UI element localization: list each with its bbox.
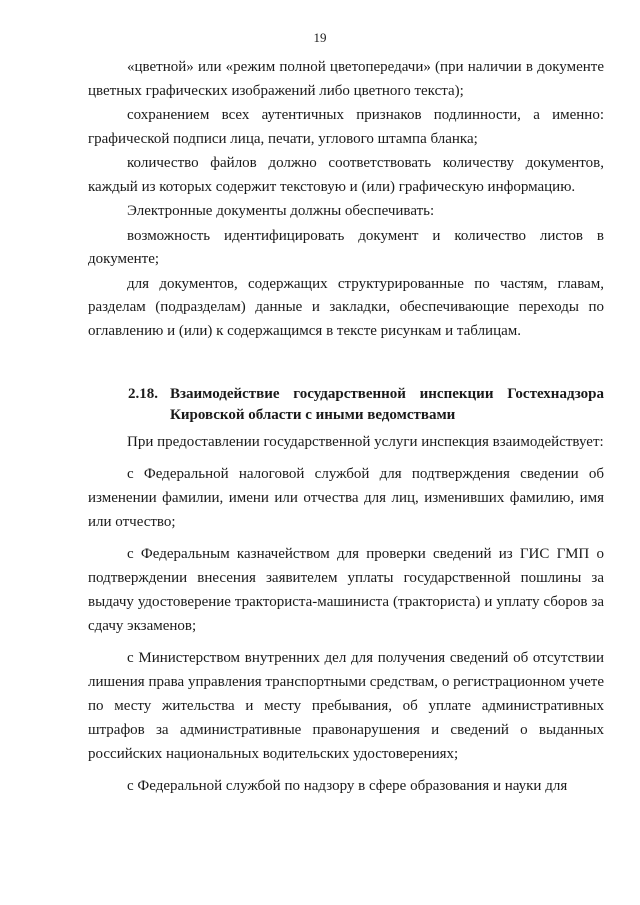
section-heading [128, 384, 604, 426]
paragraph-interior-ministry: с Министерством внутренних дел для получения сведений об отсутствии лишения права управления транспортными средствам, о регистрационном учете по месту жительства и месту пребывания, об уплате административных штрафов за административные правонарушения и сведений о выданных российских национальных водительских удостоверениях; [88, 650, 604, 762]
paragraph-color-mode: «цветной» или «режим полной цветопередачи» (при наличии в документе цветных графических изображений либо цветного текста); [88, 59, 604, 99]
paragraph-tax-service: с Федеральной налоговой службой для подтверждения сведении об изменении фамилии, имени или отчества для лиц, изменивших фамилию, имя или отчество; [88, 466, 604, 530]
paragraph-interaction-intro: При предоставлении государственной услуги инспекция взаимодействует: [127, 434, 604, 450]
paragraph-authenticity: сохранением всех аутентичных признаков подлинности, а именно: графической подписи лица, печати, углового штампа бланка; [88, 107, 604, 147]
paragraph-file-count: количество файлов должно соответствовать количеству документов, каждый из которых содержит текстовую и (или) графическую информацию. [88, 155, 604, 195]
section-number: 2.18. [128, 386, 158, 402]
page-number: 19 [313, 30, 327, 45]
paragraph-education-service: с Федеральной службой по надзору в сфере образования и науки для [127, 778, 568, 794]
paragraph-treasury: с Федеральным казначейством для проверки сведений из ГИС ГМП о подтверждении внесения заявителем уплаты государственной пошлины за выдачу удостоверение тракториста-машиниста (тракториста) и уплату сборов за сдачу экзаменов; [88, 546, 604, 634]
paragraph-identify-document: возможность идентифицировать документ и количество листов в документе; [88, 227, 604, 267]
paragraph-electronic-docs: Электронные документы должны обеспечивать: [127, 203, 435, 219]
paragraph-list-bottom [88, 430, 604, 798]
paragraph-structured-docs: для документов, содержащих структурированные по частям, главам, разделам (подразделам) данные и закладки, обеспечивающие переходы по оглавлению и (или) к содержащимся в тексте рисункам и таблицам. [88, 275, 604, 339]
paragraph-list-top [88, 56, 604, 343]
section-title: Взаимодействие государственной инспекции Гостехнадзора Кировской области с иными ведомствами [170, 386, 604, 423]
